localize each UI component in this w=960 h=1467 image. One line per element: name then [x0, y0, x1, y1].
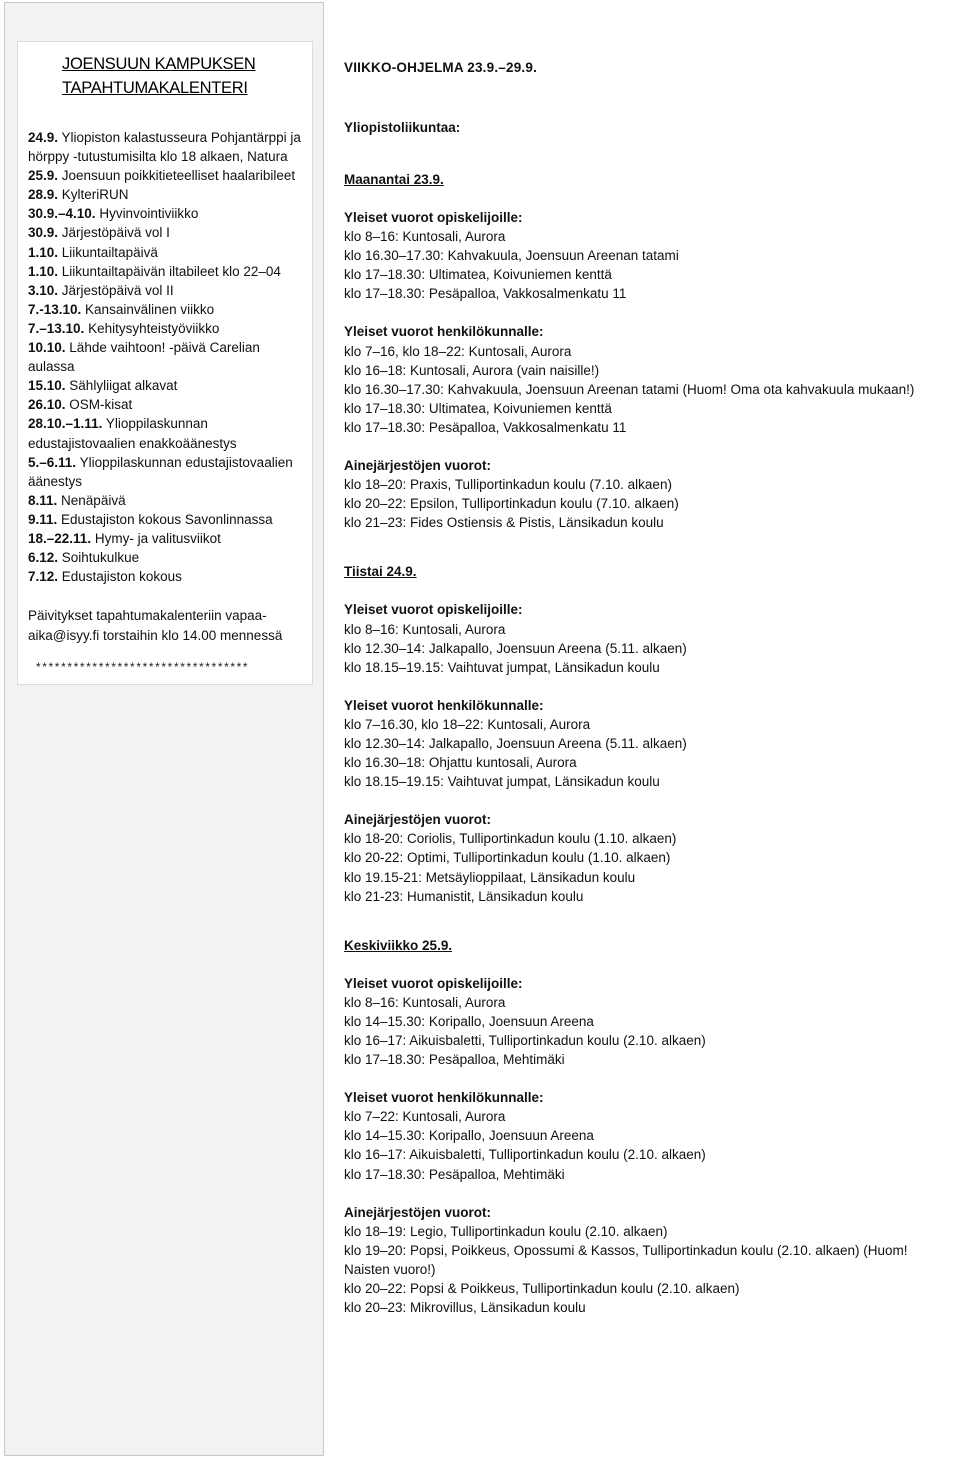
event-text: Järjestöpäivä vol II: [58, 282, 174, 298]
group-heading: Ainejärjestöjen vuorot:: [344, 812, 492, 828]
event-date: 7.-13.10.: [28, 301, 82, 317]
event-list: [18, 128, 312, 586]
schedule-line: klo 17–18.30: Pesäpalloa, Vakkosalmenkatu 11: [344, 419, 627, 435]
schedule-line: klo 7–16, klo 18–22: Kuntosali, Aurora: [344, 343, 572, 359]
event-text: Liikuntailtapäivä: [58, 244, 158, 260]
event-item: [28, 185, 306, 204]
schedule-group: [344, 600, 954, 676]
group-heading: Yleiset vuorot opiskelijoille:: [344, 975, 523, 991]
event-text: Hyvinvointiviikko: [95, 206, 199, 222]
calendar-title: JOENSUUN KAMPUKSEN TAPAHTUMAKALENTERI: [62, 55, 256, 97]
event-date: 7.–13.10.: [28, 320, 85, 336]
group-heading: Yleiset vuorot henkilökunnalle:: [344, 1090, 544, 1106]
event-date: 7.12.: [28, 569, 59, 585]
update-note: Päivitykset tapahtumakalenteriin vapaa-aika@isyy.fi torstaihin klo 14.00 mennessä: [28, 608, 283, 643]
schedule-group: [344, 322, 954, 437]
schedule-line: klo 18.15–19.15: Vaihtuvat jumpat, Länsikadun koulu: [344, 774, 660, 790]
schedule-line: klo 14–15.30: Koripallo, Joensuun Areena: [344, 1128, 594, 1144]
schedule-group: [344, 696, 954, 791]
schedule-group: [344, 456, 954, 532]
event-item: [28, 567, 306, 586]
event-item: [28, 166, 306, 185]
event-date: 8.11.: [28, 492, 58, 508]
event-date: 28.10.–1.11.: [28, 416, 103, 432]
event-date: 15.10.: [28, 378, 66, 394]
event-item: [28, 223, 306, 242]
event-date: 1.10.: [28, 244, 59, 260]
event-item: [28, 376, 306, 395]
schedule-group: [344, 1203, 954, 1318]
weekly-program: [344, 58, 954, 1347]
schedule-line: klo 16.30–18: Ohjattu kuntosali, Aurora: [344, 755, 577, 771]
group-heading: Yleiset vuorot opiskelijoille:: [344, 210, 523, 225]
group-heading: Yleiset vuorot henkilökunnalle:: [344, 324, 544, 340]
event-text: Ylioppilaskunnan edustajistovaalien äänestys: [28, 454, 293, 489]
day-section: [344, 170, 954, 532]
schedule-group: [344, 1088, 954, 1183]
event-text: Soihtukulkue: [58, 550, 140, 566]
event-calendar-box: [17, 41, 313, 685]
event-date: 30.9.: [28, 225, 59, 241]
day-list: [344, 170, 954, 1317]
schedule-group: [344, 974, 954, 1069]
schedule-group: [344, 810, 954, 905]
event-text: Liikuntailtapäivän iltabileet klo 22–04: [58, 263, 281, 279]
event-item: [28, 243, 306, 262]
schedule-line: klo 8–16: Kuntosali, Aurora: [344, 994, 506, 1010]
schedule-line: klo 16–17: Aikuisbaletti, Tulliportinkadun koulu (2.10. alkaen): [344, 1033, 706, 1048]
event-item: [28, 491, 306, 510]
group-heading: Yleiset vuorot henkilökunnalle:: [344, 697, 544, 713]
schedule-line: klo 20–22: Epsilon, Tulliportinkadun koulu (7.10. alkaen): [344, 496, 679, 512]
event-date: 25.9.: [28, 168, 59, 184]
schedule-line: klo 19–20: Popsi, Poikkeus, Opossumi & Kassos, Tulliportinkadun koulu (2.10. alkaen) (Huom! Naisten vuoro!): [344, 1242, 908, 1277]
event-item: [28, 510, 306, 529]
event-date: 6.12.: [28, 550, 59, 566]
event-text: Edustajiston kokous Savonlinnassa: [57, 511, 273, 527]
day-title: Maanantai 23.9.: [344, 172, 444, 187]
section-heading: Yliopistoliikuntaa:: [344, 120, 461, 135]
schedule-line: klo 16–17: Aikuisbaletti, Tulliportinkadun koulu (2.10. alkaen): [344, 1147, 706, 1163]
week-title: VIIKKO-OHJELMA 23.9.–29.9.: [344, 60, 538, 75]
schedule-group: [344, 208, 954, 303]
event-date: 18.–22.11.: [28, 530, 92, 546]
event-text: Järjestöpäivä vol I: [58, 225, 170, 241]
schedule-line: klo 8–16: Kuntosali, Aurora: [344, 621, 506, 637]
event-date: 1.10.: [28, 263, 59, 279]
event-date: 24.9.: [28, 130, 59, 145]
schedule-line: klo 18.15–19.15: Vaihtuvat jumpat, Länsikadun koulu: [344, 659, 660, 675]
schedule-line: klo 20–23: Mikrovillus, Länsikadun koulu: [344, 1300, 586, 1316]
group-heading: Ainejärjestöjen vuorot:: [344, 1204, 492, 1220]
schedule-line: klo 18-20: Coriolis, Tulliportinkadun koulu (1.10. alkaen): [344, 831, 677, 847]
schedule-line: klo 7–22: Kuntosali, Aurora: [344, 1109, 506, 1125]
event-item: [28, 281, 306, 300]
event-date: 30.9.–4.10.: [28, 206, 96, 222]
schedule-line: klo 17–18.30: Pesäpalloa, Vakkosalmenkatu 11: [344, 286, 627, 302]
schedule-line: klo 7–16.30, klo 18–22: Kuntosali, Aurora: [344, 716, 591, 732]
event-date: 26.10.: [28, 397, 66, 413]
schedule-line: klo 16–18: Kuntosali, Aurora (vain naisille!): [344, 362, 600, 378]
day-section: [344, 562, 954, 905]
schedule-line: klo 18–20: Praxis, Tulliportinkadun koulu (7.10. alkaen): [344, 477, 672, 493]
event-text: Joensuun poikkitieteelliset haalaribileet: [58, 168, 296, 184]
event-item: [28, 548, 306, 567]
schedule-line: klo 17–18.30: Pesäpalloa, Mehtimäki: [344, 1166, 565, 1182]
schedule-line: klo 17–18.30: Ultimatea, Koivuniemen kenttä: [344, 400, 612, 416]
event-item: [28, 529, 306, 548]
day-title: Tiistai 24.9.: [344, 564, 417, 580]
schedule-line: klo 18–19: Legio, Tulliportinkadun koulu (2.10. alkaen): [344, 1223, 668, 1239]
event-text: Ylioppilaskunnan edustajistovaalien enakkoäänestys: [28, 416, 237, 451]
event-text: Edustajiston kokous: [58, 569, 182, 585]
event-text: Kansainvälinen viikko: [81, 301, 215, 317]
event-text: Sählyliigat alkavat: [65, 378, 178, 394]
day-section: [344, 936, 954, 1318]
event-text: Kehitysyhteistyöviikko: [84, 320, 220, 336]
event-item: [28, 204, 306, 223]
group-heading: Ainejärjestöjen vuorot:: [344, 458, 492, 474]
star-divider: **********************************: [36, 660, 250, 675]
schedule-line: klo 12.30–14: Jalkapallo, Joensuun Areena (5.11. alkaen): [344, 735, 687, 751]
event-item: [28, 128, 306, 166]
event-date: 9.11.: [28, 511, 58, 527]
schedule-line: klo 17–18.30: Ultimatea, Koivuniemen kenttä: [344, 267, 612, 283]
schedule-line: klo 17–18.30: Pesäpalloa, Mehtimäki: [344, 1052, 565, 1068]
schedule-line: klo 16.30–17.30: Kahvakuula, Joensuun Areenan tatami: [344, 248, 679, 264]
event-item: [28, 414, 306, 452]
group-heading: Yleiset vuorot opiskelijoille:: [344, 602, 523, 618]
event-date: 5.–6.11.: [28, 454, 77, 470]
schedule-line: klo 12.30–14: Jalkapallo, Joensuun Areena (5.11. alkaen): [344, 640, 687, 656]
event-text: Yliopiston kalastusseura Pohjantärppi ja hörppy -tutustumisilta klo 18 alkaen, Natura: [28, 130, 301, 165]
schedule-line: klo 16.30–17.30: Kahvakuula, Joensuun Areenan tatami (Huom! Oma ota kahvakuula mukaan!): [344, 381, 915, 397]
event-text: Hymy- ja valitusviikot: [91, 530, 221, 546]
event-date: 10.10.: [28, 340, 66, 356]
schedule-line: klo 21-23: Humanistit, Länsikadun koulu: [344, 888, 584, 904]
event-date: 3.10.: [28, 282, 59, 298]
schedule-line: klo 19.15-21: Metsäylioppilaat, Länsikadun koulu: [344, 869, 636, 885]
event-text: Lähde vaihtoon! -päivä Carelian aulassa: [28, 340, 260, 375]
event-calendar-sidebar: [4, 2, 324, 1456]
schedule-line: klo 8–16: Kuntosali, Aurora: [344, 229, 506, 245]
event-text: OSM-kisat: [65, 397, 133, 413]
event-item: [28, 262, 306, 281]
event-item: [28, 338, 306, 376]
event-text: KylteriRUN: [58, 187, 129, 203]
event-item: [28, 300, 306, 319]
event-item: [28, 319, 306, 338]
event-item: [28, 453, 306, 491]
schedule-line: klo 20–22: Popsi & Poikkeus, Tulliportinkadun koulu (2.10. alkaen): [344, 1281, 740, 1297]
schedule-line: klo 20-22: Optimi, Tulliportinkadun koulu (1.10. alkaen): [344, 850, 671, 866]
event-text: Nenäpäivä: [57, 492, 126, 508]
event-date: 28.9.: [28, 187, 59, 203]
schedule-line: klo 14–15.30: Koripallo, Joensuun Areena: [344, 1013, 594, 1029]
schedule-line: klo 21–23: Fides Ostiensis & Pistis, Länsikadun koulu: [344, 515, 664, 531]
event-item: [28, 395, 306, 414]
day-title: Keskiviikko 25.9.: [344, 937, 453, 953]
